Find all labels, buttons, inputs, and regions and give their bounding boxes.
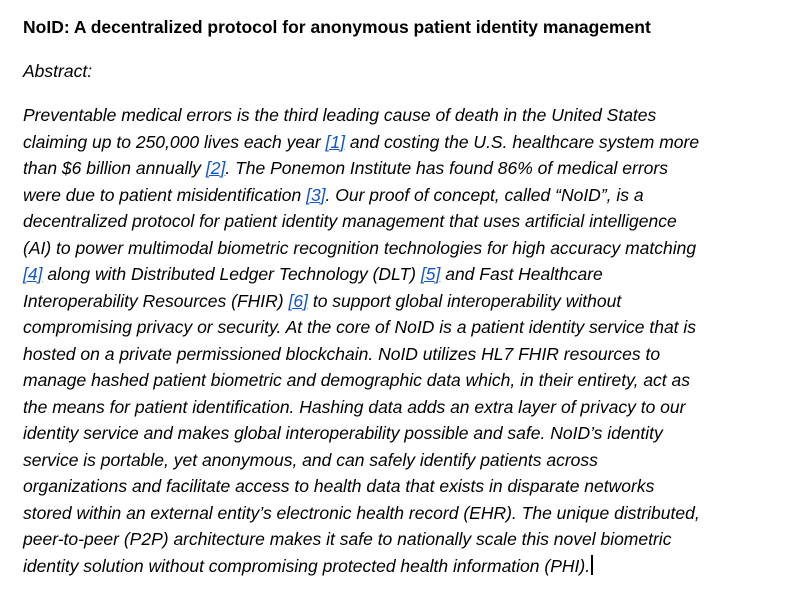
abstract-line [23,526,773,553]
abstract-text: Preventable medical errors is the third leading cause of death in the United States [23,105,657,125]
abstract-label: Abstract: [23,61,93,81]
abstract-text: organizations and facilitate access to health data that exists in disparate networks [23,476,655,496]
abstract-text: stored within an external entity’s electronic health record (EHR). The unique distributed, [23,502,700,523]
abstract-text: identity solution without compromising protected health information (PHI). [23,555,591,576]
abstract-text: identity service and makes global interoperability possible and safe. NoID’s identity [23,423,663,443]
abstract-line [23,394,773,421]
abstract-text: Interoperability Resources (FHIR) [23,290,289,311]
abstract-line [23,367,773,394]
abstract-line [23,261,773,288]
citation-link[interactable]: [6] [288,290,308,311]
abstract-line [23,208,773,235]
citation-link[interactable]: [4] [23,264,43,284]
abstract-text: were due to patient misidentification [23,184,307,205]
citation-link[interactable]: [2] [205,158,226,178]
document-title: NoID: A decentralized protocol for anonymous patient identity management [23,17,651,37]
abstract-line [23,102,773,129]
abstract-text: service is portable, yet anonymous, and can safely identify patients across [23,449,598,470]
abstract-text: the means for patient identification. Hashing data adds an extra layer of privacy to our [23,396,686,417]
abstract-body[interactable] [23,102,773,579]
abstract-line [23,314,773,341]
abstract-text: . The Ponemon Institute has found 86% of medical errors [225,158,668,178]
citation-link[interactable]: [3] [306,184,326,205]
abstract-line [23,473,773,500]
abstract-line [23,182,773,209]
abstract-line [23,420,773,447]
abstract-line [23,447,773,474]
abstract-line [23,155,773,182]
abstract-text: manage hashed patient biometric and demographic data which, in their entirety, act as [23,370,691,390]
abstract-line [23,341,773,368]
abstract-line [23,553,773,580]
abstract-text: to support global interoperability without [307,290,622,311]
citation-link[interactable]: [1] [325,131,346,152]
abstract-line [23,500,773,527]
document-page [23,14,773,579]
text-cursor [591,555,593,575]
abstract-text: claiming up to 250,000 lives each year [23,131,326,152]
abstract-text: than $6 billion annually [23,158,206,178]
abstract-text: and Fast Healthcare [440,264,603,284]
abstract-text: . Our proof of concept, called “NoID”, is a [325,184,644,205]
abstract-text: compromising privacy or security. At the core of NoID is a patient identity service that is [23,317,697,337]
abstract-line [23,288,773,315]
abstract-text: and costing the U.S. healthcare system more [345,131,700,152]
citation-link[interactable]: [5] [420,264,441,284]
abstract-text: decentralized protocol for patient identity management that uses artificial intelligence [23,211,677,231]
abstract-line [23,235,773,262]
abstract-text: (AI) to power multimodal biometric recognition technologies for high accuracy matching [23,237,697,258]
abstract-text: along with Distributed Ledger Technology (DLT) [42,264,421,284]
abstract-line [23,129,773,156]
abstract-text: hosted on a private permissioned blockchain. NoID utilizes HL7 FHIR resources to [23,343,661,364]
abstract-text: peer-to-peer (P2P) architecture makes it safe to nationally scale this novel biometric [23,529,672,549]
